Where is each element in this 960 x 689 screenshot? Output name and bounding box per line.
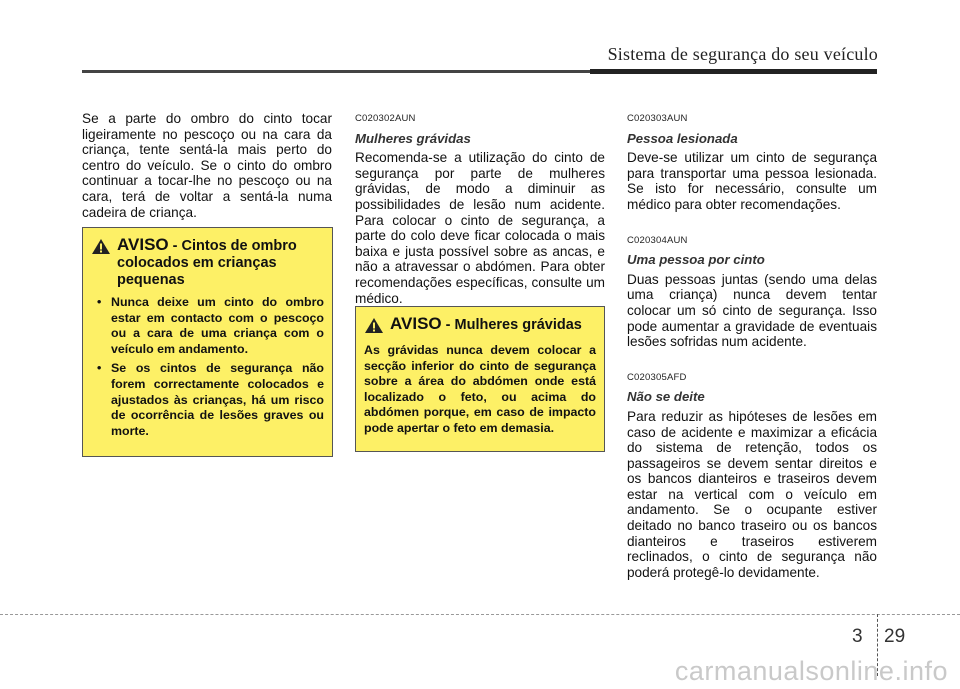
- section-paragraph: Recomenda-se a utilização do cinto de segurança por parte de mulheres grávidas, de modo a diminuir as possibilidades de lesão num acidente. Para colocar o cinto de segurança, a parte do colo deve ficar colocada o mais baixa e justa possível sobre as ancas, e não a atravessar o abdómen. Para obter recomendações específicas, consulte um médico.: [355, 150, 605, 306]
- watermark: carmanualsonline.info: [674, 656, 948, 686]
- warning-body: As grávidas nunca devem colocar a secção inferior do cinto de segurança sobre a área do abdómen onde está localizado o feto, ou acima do abdómen porque, em caso de impacto pode apertar o feto em demasia.: [364, 343, 596, 435]
- chapter-number: 3: [852, 626, 863, 647]
- section-code: C020305AFD: [627, 371, 687, 383]
- section: [627, 233, 877, 350]
- column-3: [627, 111, 877, 600]
- column-2: [355, 111, 605, 306]
- column-1: [82, 111, 332, 220]
- warning-box-pregnant-women: [355, 306, 605, 452]
- header-rule-accent: [590, 69, 877, 74]
- section-heading: Pessoa lesionada: [627, 130, 738, 146]
- section-heading: Não se deite: [627, 389, 705, 405]
- section: [627, 111, 877, 213]
- section-code: C020302AUN: [355, 113, 416, 124]
- warning-label: AVISO: [390, 314, 442, 333]
- section-paragraph: Duas pessoas juntas (sendo uma delas uma criança) nunca devem tentar colocar um só cinto de segurança. Isso pode aumentar a gravidade de eventuais lesões sofridas num acidente.: [627, 271, 877, 350]
- page-number: 29: [884, 626, 906, 647]
- warning-triangle-icon: [91, 238, 111, 260]
- warning-title-text: - Cintos de ombro colocados em crianças pequenas: [117, 238, 297, 288]
- warning-list: [91, 295, 324, 439]
- section-code: C020303AUN: [627, 113, 688, 124]
- warning-box-shoulder-belts: [82, 227, 333, 457]
- page-header-title: Sistema de segurança do seu veículo: [607, 44, 878, 64]
- section: [627, 370, 877, 581]
- warning-list-item: • Se os cintos de segurança não forem correctamente colocados e ajustados às crianças, há um risco de ocorrência de lesões graves ou morte.: [97, 361, 324, 438]
- warning-label: AVISO: [117, 235, 169, 254]
- section-paragraph: Deve-se utilizar um cinto de segurança para transportar uma pessoa lesionada. Se isto for necessário, consulte um médico para obter recomendações.: [627, 150, 877, 212]
- warning-title-text: - Mulheres grávidas: [441, 317, 582, 333]
- warning-list-item: • Nunca deixe um cinto do ombro estar em contacto com o pescoço ou a cara de uma criança com o veículo em andamento.: [97, 295, 324, 356]
- child-seat-paragraph: Se a parte do ombro do cinto tocar ligeiramente no pescoço ou na cara da criança, tente sentá-la mais perto do centro do veículo. Se o cinto do ombro continuar a tocar-lhe no pescoço ou na cara, terá de voltar a sentá-la numa cadeira de criança.: [82, 111, 332, 220]
- warning-title: [364, 315, 596, 339]
- section-paragraph: Para reduzir as hipóteses de lesões em caso de acidente e maximizar a eficácia do sistema de retenção, todos os passageiros se devem sentar direitos e os bancos dianteiros e traseiros devem estar na vertical com o veículo em andamento. Se o ocupante estiver deitado no banco traseiro ou os bancos dianteiros e traseiros estiverem reclinados, o cinto de segurança não poderá protegê-lo devidamente.: [627, 408, 877, 580]
- warning-title: [91, 236, 324, 289]
- section-heading: Uma pessoa por cinto: [627, 252, 765, 268]
- crop-line: [0, 614, 960, 615]
- section-code: C020304AUN: [627, 234, 688, 246]
- section-heading: Mulheres grávidas: [355, 130, 471, 146]
- warning-triangle-icon: [364, 317, 384, 339]
